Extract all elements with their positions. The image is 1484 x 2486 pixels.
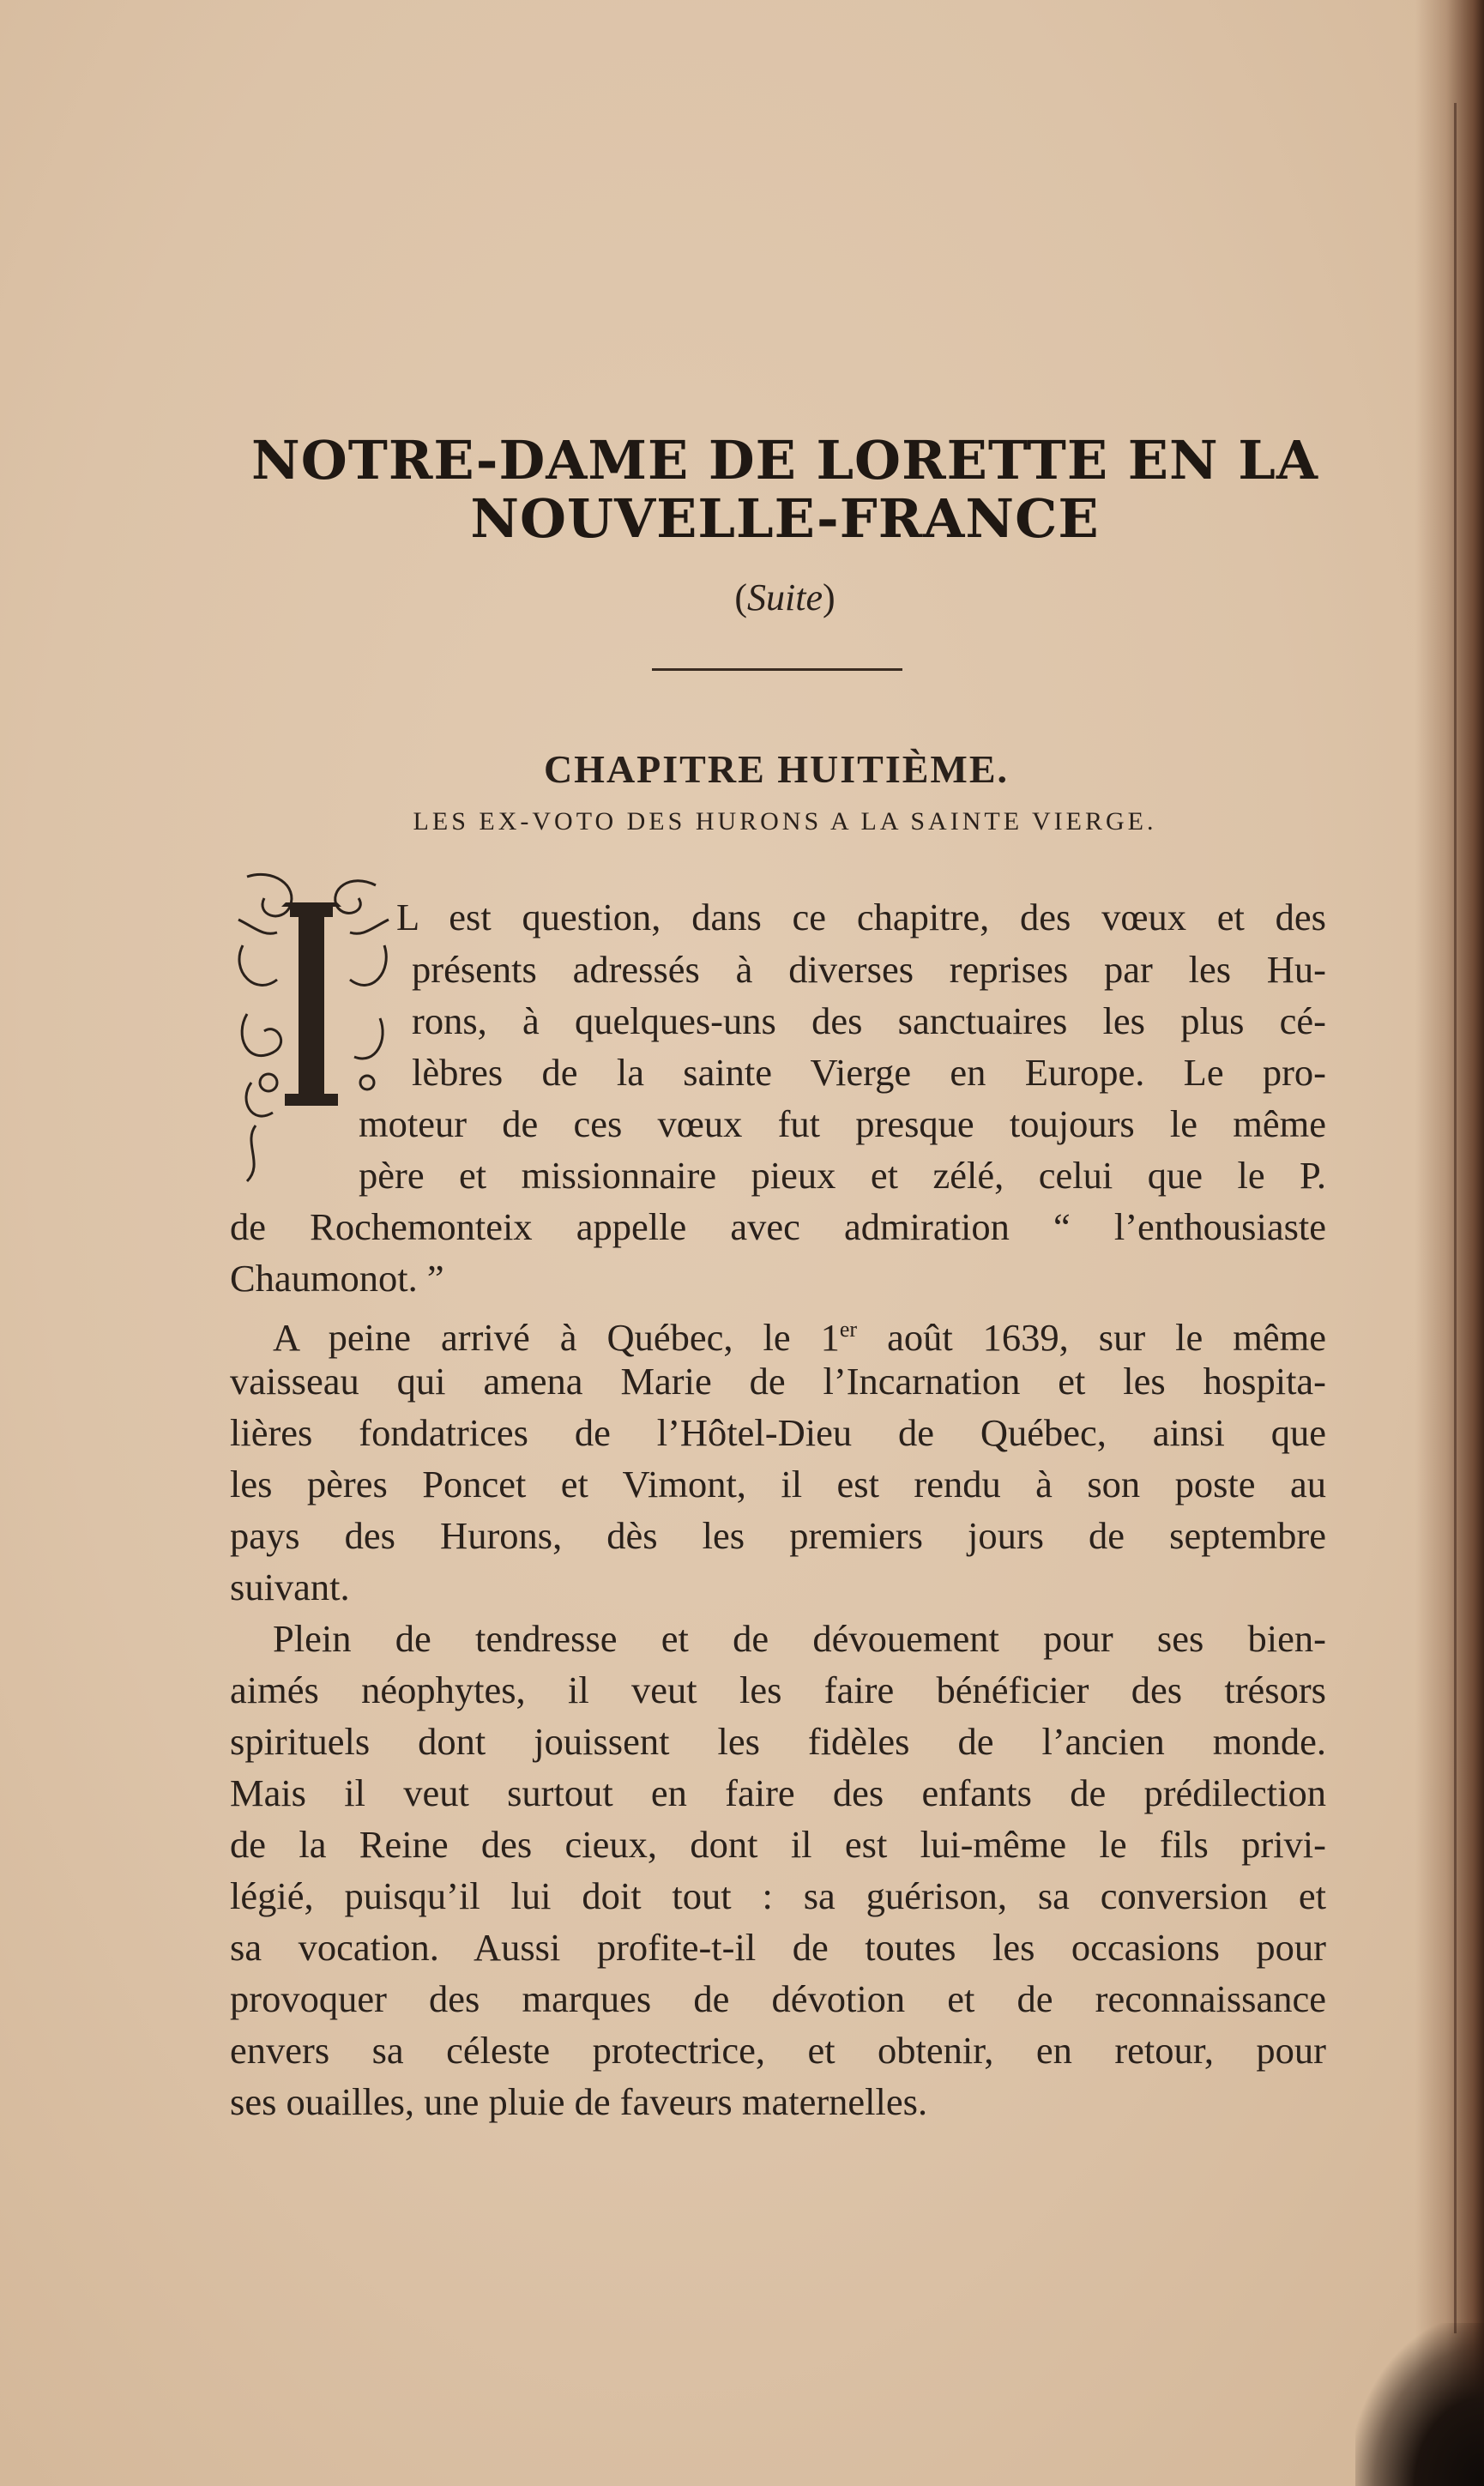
suite-text: Suite — [747, 576, 823, 618]
paragraph-2-line-6: suivant. — [230, 1566, 350, 1608]
article-title-line-2: NOUVELLE-FRANCE — [470, 487, 1100, 550]
paragraph-3-line-3: spirituels dont jouissent les fidèles de l’ancien monde. — [230, 1720, 1326, 1763]
paragraph-1-line-3: rons, à quelques-uns des sanctuaires les plus cé- — [412, 999, 1326, 1042]
suite-label — [0, 576, 1484, 619]
paragraph-2-line-1-rest: août 1639, sur le même — [857, 1316, 1326, 1359]
paragraph-2-line-2: vaisseau qui amena Marie de l’Incarnation et les hospita- — [230, 1360, 1326, 1403]
paragraph-1-line-8: Chaumonot. ” — [230, 1257, 444, 1300]
paragraph-1-line-5: moteur de ces vœux fut presque toujours le même — [359, 1102, 1326, 1145]
paragraph-2-line-4: les pères Poncet et Vimont, il est rendu à son poste au — [230, 1463, 1326, 1505]
paragraph-3-line-9: envers sa céleste protectrice, et obtenir, en retour, pour — [230, 2029, 1326, 2072]
page-edge-shadow — [1415, 0, 1484, 2486]
chapter-heading: CHAPITRE HUITIÈME. — [543, 747, 1010, 792]
paragraph-2-superscript: er — [839, 1317, 858, 1342]
dropcap-letter: I — [311, 1101, 312, 1102]
paragraph-3-line-2: aimés néophytes, il veut les faire bénéficier des trésors — [230, 1668, 1326, 1711]
paragraph-1-line-7: de Rochemonteix appelle avec admiration “ l’enthousiaste — [230, 1205, 1326, 1248]
paragraph-3-line-6: légié, puisqu’il lui doit tout : sa guérison, sa conversion et — [230, 1874, 1326, 1917]
paragraph-3-line-8: provoquer des marques de dévotion et de reconnaissance — [230, 1977, 1326, 2020]
paragraph-1-line-1: L est question, dans ce chapitre, des vœux et des — [396, 896, 1326, 938]
paragraph-3-line-10: ses ouailles, une pluie de faveurs maternelles. — [230, 2080, 928, 2123]
paragraph-2-line-3: lières fondatrices de l’Hôtel-Dieu de Québec, ainsi que — [230, 1411, 1326, 1454]
paragraph-3-line-5: de la Reine des cieux, dont il est lui-même le fils privi- — [230, 1823, 1326, 1866]
paragraph-1-line-4: lèbres de la sainte Vierge en Europe. Le pro- — [412, 1051, 1326, 1094]
paragraph-3-line-4: Mais il veut surtout en faire des enfants de prédilection — [230, 1771, 1326, 1814]
paragraph-2-line-1-text: A peine arrivé à Québec, le 1 — [273, 1316, 840, 1359]
paragraph-3-line-7: sa vocation. Aussi profite-t-il de toutes les occasions pour — [230, 1926, 1326, 1969]
paragraph-1-line-2: présents adressés à diverses reprises par les Hu- — [412, 948, 1326, 991]
paragraph-2-line-1 — [273, 1307, 1326, 1360]
paragraph-1-line-6: père et missionnaire pieux et zélé, celui que le P. — [359, 1154, 1326, 1197]
suite-open-paren: ( — [734, 576, 747, 618]
paragraph-2-line-5: pays des Hurons, dès les premiers jours de septembre — [230, 1514, 1326, 1557]
title-divider — [652, 668, 902, 671]
paragraph-3-line-1: Plein de tendresse et de dévouement pour ses bien- — [273, 1617, 1326, 1660]
suite-close-paren: ) — [822, 576, 836, 618]
chapter-subheading: LES EX-VOTO DES HURONS A LA SAINTE VIERGE. — [413, 807, 1157, 836]
article-title-line-1: NOTRE-DAME DE LORETTE EN LA — [251, 429, 1318, 492]
page-corner-shadow — [1355, 2323, 1484, 2486]
